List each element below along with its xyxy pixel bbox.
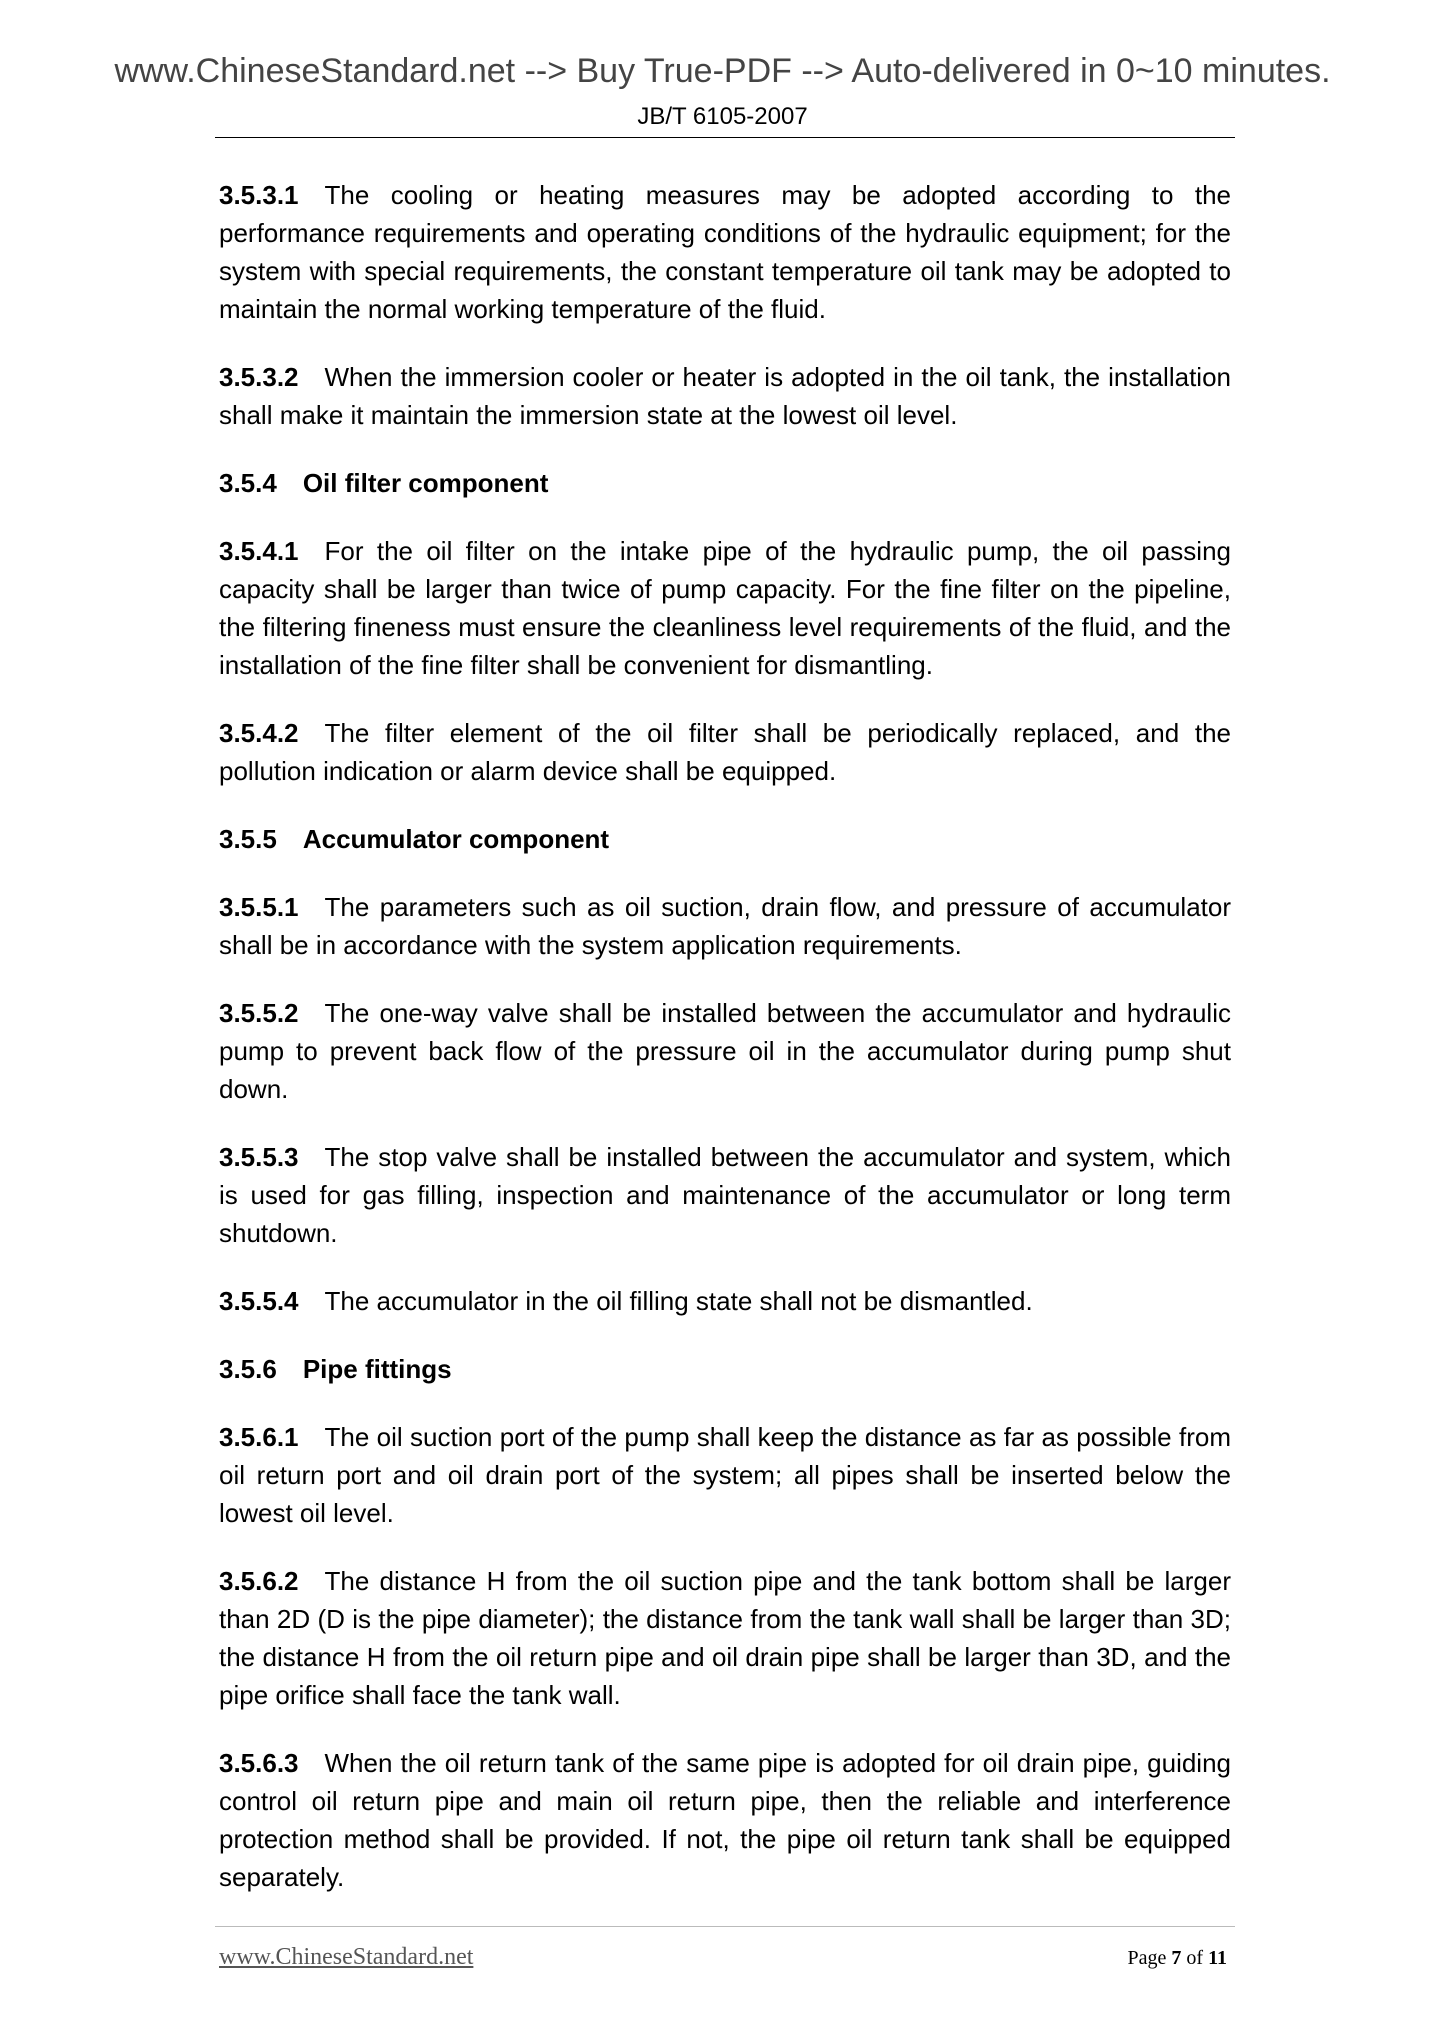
clause-number: 3.5.6.2 [219,1566,299,1596]
clause-text: The one-way valve shall be installed between the accumulator and hydraulic pump to prevent back flow of the pressure oil in the accumulator during pump shut down. [219,998,1231,1104]
footer-site-link[interactable]: www.ChineseStandard.net [219,1944,474,1970]
header-divider [215,137,1235,138]
clause-text: The distance H from the oil suction pipe and the tank bottom shall be larger than 2D (D is the pipe diameter); the distance from the tank wall shall be larger than 3D; the distance H from the oil return pipe and oil drain pipe shall be larger than 3D, and the pipe orifice shall face the tank wall. [219,1566,1231,1710]
clause-paragraph [219,358,1231,434]
clause-text: The cooling or heating measures may be adopted according to the performance requirements and operating conditions of the hydraulic equipment; for the system with special requirements, the constant temperature oil tank may be adopted to maintain the normal working temperature of the fluid. [219,180,1231,324]
current-page-number: 7 [1171,1947,1182,1969]
section-heading [219,1350,1231,1388]
section-title: Accumulator component [302,824,610,854]
section-heading [219,464,1231,502]
clause-number: 3.5.4.1 [219,536,299,566]
clause-text: The filter element of the oil filter shall be periodically replaced, and the pollution indication or alarm device shall be equipped. [219,718,1231,786]
clause-text: When the oil return tank of the same pipe is adopted for oil drain pipe, guiding control oil return pipe and main oil return pipe, then the reliable and interference protection method shall be provided. If not, the pipe oil return tank shall be equipped separately. [219,1748,1231,1892]
clause-paragraph [219,1744,1231,1896]
section-title: Oil filter component [302,468,549,498]
clause-number: 3.5.3.2 [219,362,299,392]
section-heading [219,820,1231,858]
section-number: 3.5.4 [219,468,277,498]
clause-text: The oil suction port of the pump shall keep the distance as far as possible from oil return port and oil drain port of the system; all pipes shall be inserted below the lowest oil level. [219,1422,1231,1528]
document-code: JB/T 6105-2007 [637,103,808,130]
section-number: 3.5.6 [219,1354,277,1384]
section-number: 3.5.5 [219,824,277,854]
of-word: of [1186,1947,1204,1969]
document-body [219,176,1231,1926]
clause-number: 3.5.5.1 [219,892,299,922]
clause-paragraph [219,714,1231,790]
clause-paragraph [219,1282,1231,1320]
clause-text: For the oil filter on the intake pipe of the hydraulic pump, the oil passing capacity shall be larger than twice of pump capacity. For the fine filter on the pipeline, the filtering fineness must ensure the cleanliness level requirements of the fluid, and the installation of the fine filter shall be convenient for dismantling. [219,536,1231,680]
clause-text: The stop valve shall be installed between the accumulator and system, which is used for gas filling, inspection and maintenance of the accumulator or long term shutdown. [219,1142,1231,1248]
clause-paragraph [219,532,1231,684]
clause-paragraph [219,1418,1231,1532]
section-title: Pipe fittings [302,1354,452,1384]
clause-number: 3.5.6.1 [219,1422,299,1452]
clause-text: When the immersion cooler or heater is adopted in the oil tank, the installation shall make it maintain the immersion state at the lowest oil level. [219,362,1231,430]
clause-paragraph [219,176,1231,328]
clause-number: 3.5.3.1 [219,180,299,210]
page-word: Page [1127,1947,1167,1969]
clause-paragraph [219,1138,1231,1252]
clause-number: 3.5.6.3 [219,1748,299,1778]
clause-paragraph [219,994,1231,1108]
clause-text: The parameters such as oil suction, drain flow, and pressure of accumulator shall be in accordance with the system application requirements. [219,892,1231,960]
page-indicator [1128,1947,1227,1970]
clause-number: 3.5.4.2 [219,718,299,748]
site-banner-link[interactable]: www.ChineseStandard.net --> Buy True-PDF --> Auto-delivered in 0~10 minutes. [114,52,1331,90]
total-pages-number: 11 [1208,1947,1227,1969]
footer-divider [215,1926,1235,1927]
clause-paragraph [219,1562,1231,1714]
clause-number: 3.5.5.3 [219,1142,299,1172]
clause-paragraph [219,888,1231,964]
clause-number: 3.5.5.2 [219,998,299,1028]
clause-text: The accumulator in the oil filling state shall not be dismantled. [324,1286,1033,1316]
clause-number: 3.5.5.4 [219,1286,299,1316]
